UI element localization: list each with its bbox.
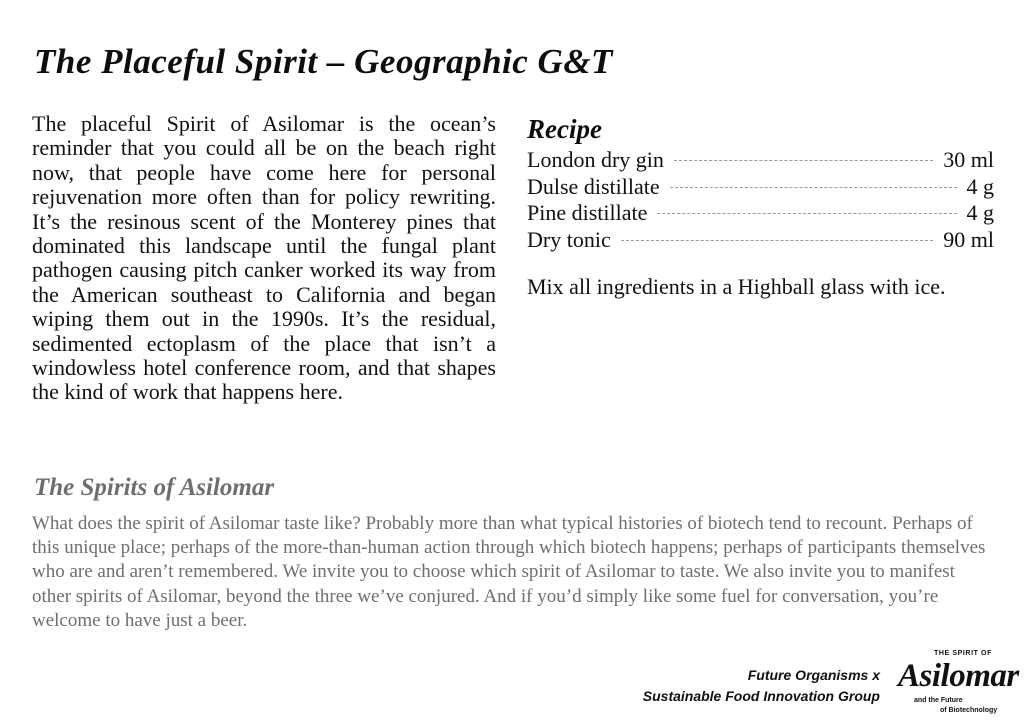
credits-line-2: Sustainable Food Innovation Group [642,688,880,704]
logo-tagline [914,696,997,716]
ingredient-row [527,227,994,254]
ingredient-quantity: 90 ml [943,226,994,252]
spirits-heading: The Spirits of Asilomar [34,474,275,501]
ingredient-name: Dulse distillate [527,173,660,199]
ingredient-quantity: 30 ml [943,147,994,172]
recipe-section [527,114,994,300]
dotted-leader [674,160,933,161]
ingredient-name: London dry gin [527,147,664,172]
recipe-instructions: Mix all ingredients in a Highball glass with ice. [527,274,946,299]
recipe-heading: Recipe [527,114,602,144]
dotted-leader [670,187,957,188]
dotted-leader [621,240,934,241]
ingredient-quantity: 4 g [966,200,994,225]
ingredient-row [527,174,994,201]
page-title: The Placeful Spirit – Geographic G&T [34,42,613,81]
logo-top-text: THE SPIRIT OF [934,650,992,657]
asilomar-logo [896,650,1018,720]
logo-wordmark: Asilomar [898,658,1019,694]
ingredient-quantity: 4 g [966,173,994,199]
dotted-leader [657,213,956,214]
ingredient-name: Dry tonic [527,226,611,252]
intro-paragraph: The placeful Spirit of Asilomar is the ocean’s reminder that you could all be on the beach right now, that people have come here for personal rejuvenation more often than for policy rewriting. It’s the resinous scent of the Monterey pines that dominated this landscape until the fungal plant pathogen causing pitch canker worked its way from the American southeast to California and began wiping them out in the 1990s. It’s the residual, sedimented ectoplasm of the place that isn’t a windowless hotel conference room, and that shapes the kind of work that happens here. [32,111,496,405]
ingredient-row [527,147,994,174]
logo-tagline-line-1: and the Future [914,697,963,704]
spirits-paragraph: What does the spirit of Asilomar taste like? Probably more than what typical histories of biotech tend to recount. Perhaps of this unique place; perhaps of the more-than-human action through which biotech happens; perhaps of participants themselves who are and aren’t remembered. We invite you to choose which spirit of Asilomar to taste. We also invite you to manifest other spirits of Asilomar, beyond the three we’ve conjured. And if you’d simply like some fuel for conversation, you’re welcome to have just a beer. [32,513,986,631]
ingredient-name: Pine distillate [527,200,648,225]
ingredient-row [527,200,994,227]
credits-line-1: Future Organisms x [747,667,880,683]
logo-tagline-line-2: of Biotechnology [940,707,998,714]
credits [643,665,880,707]
